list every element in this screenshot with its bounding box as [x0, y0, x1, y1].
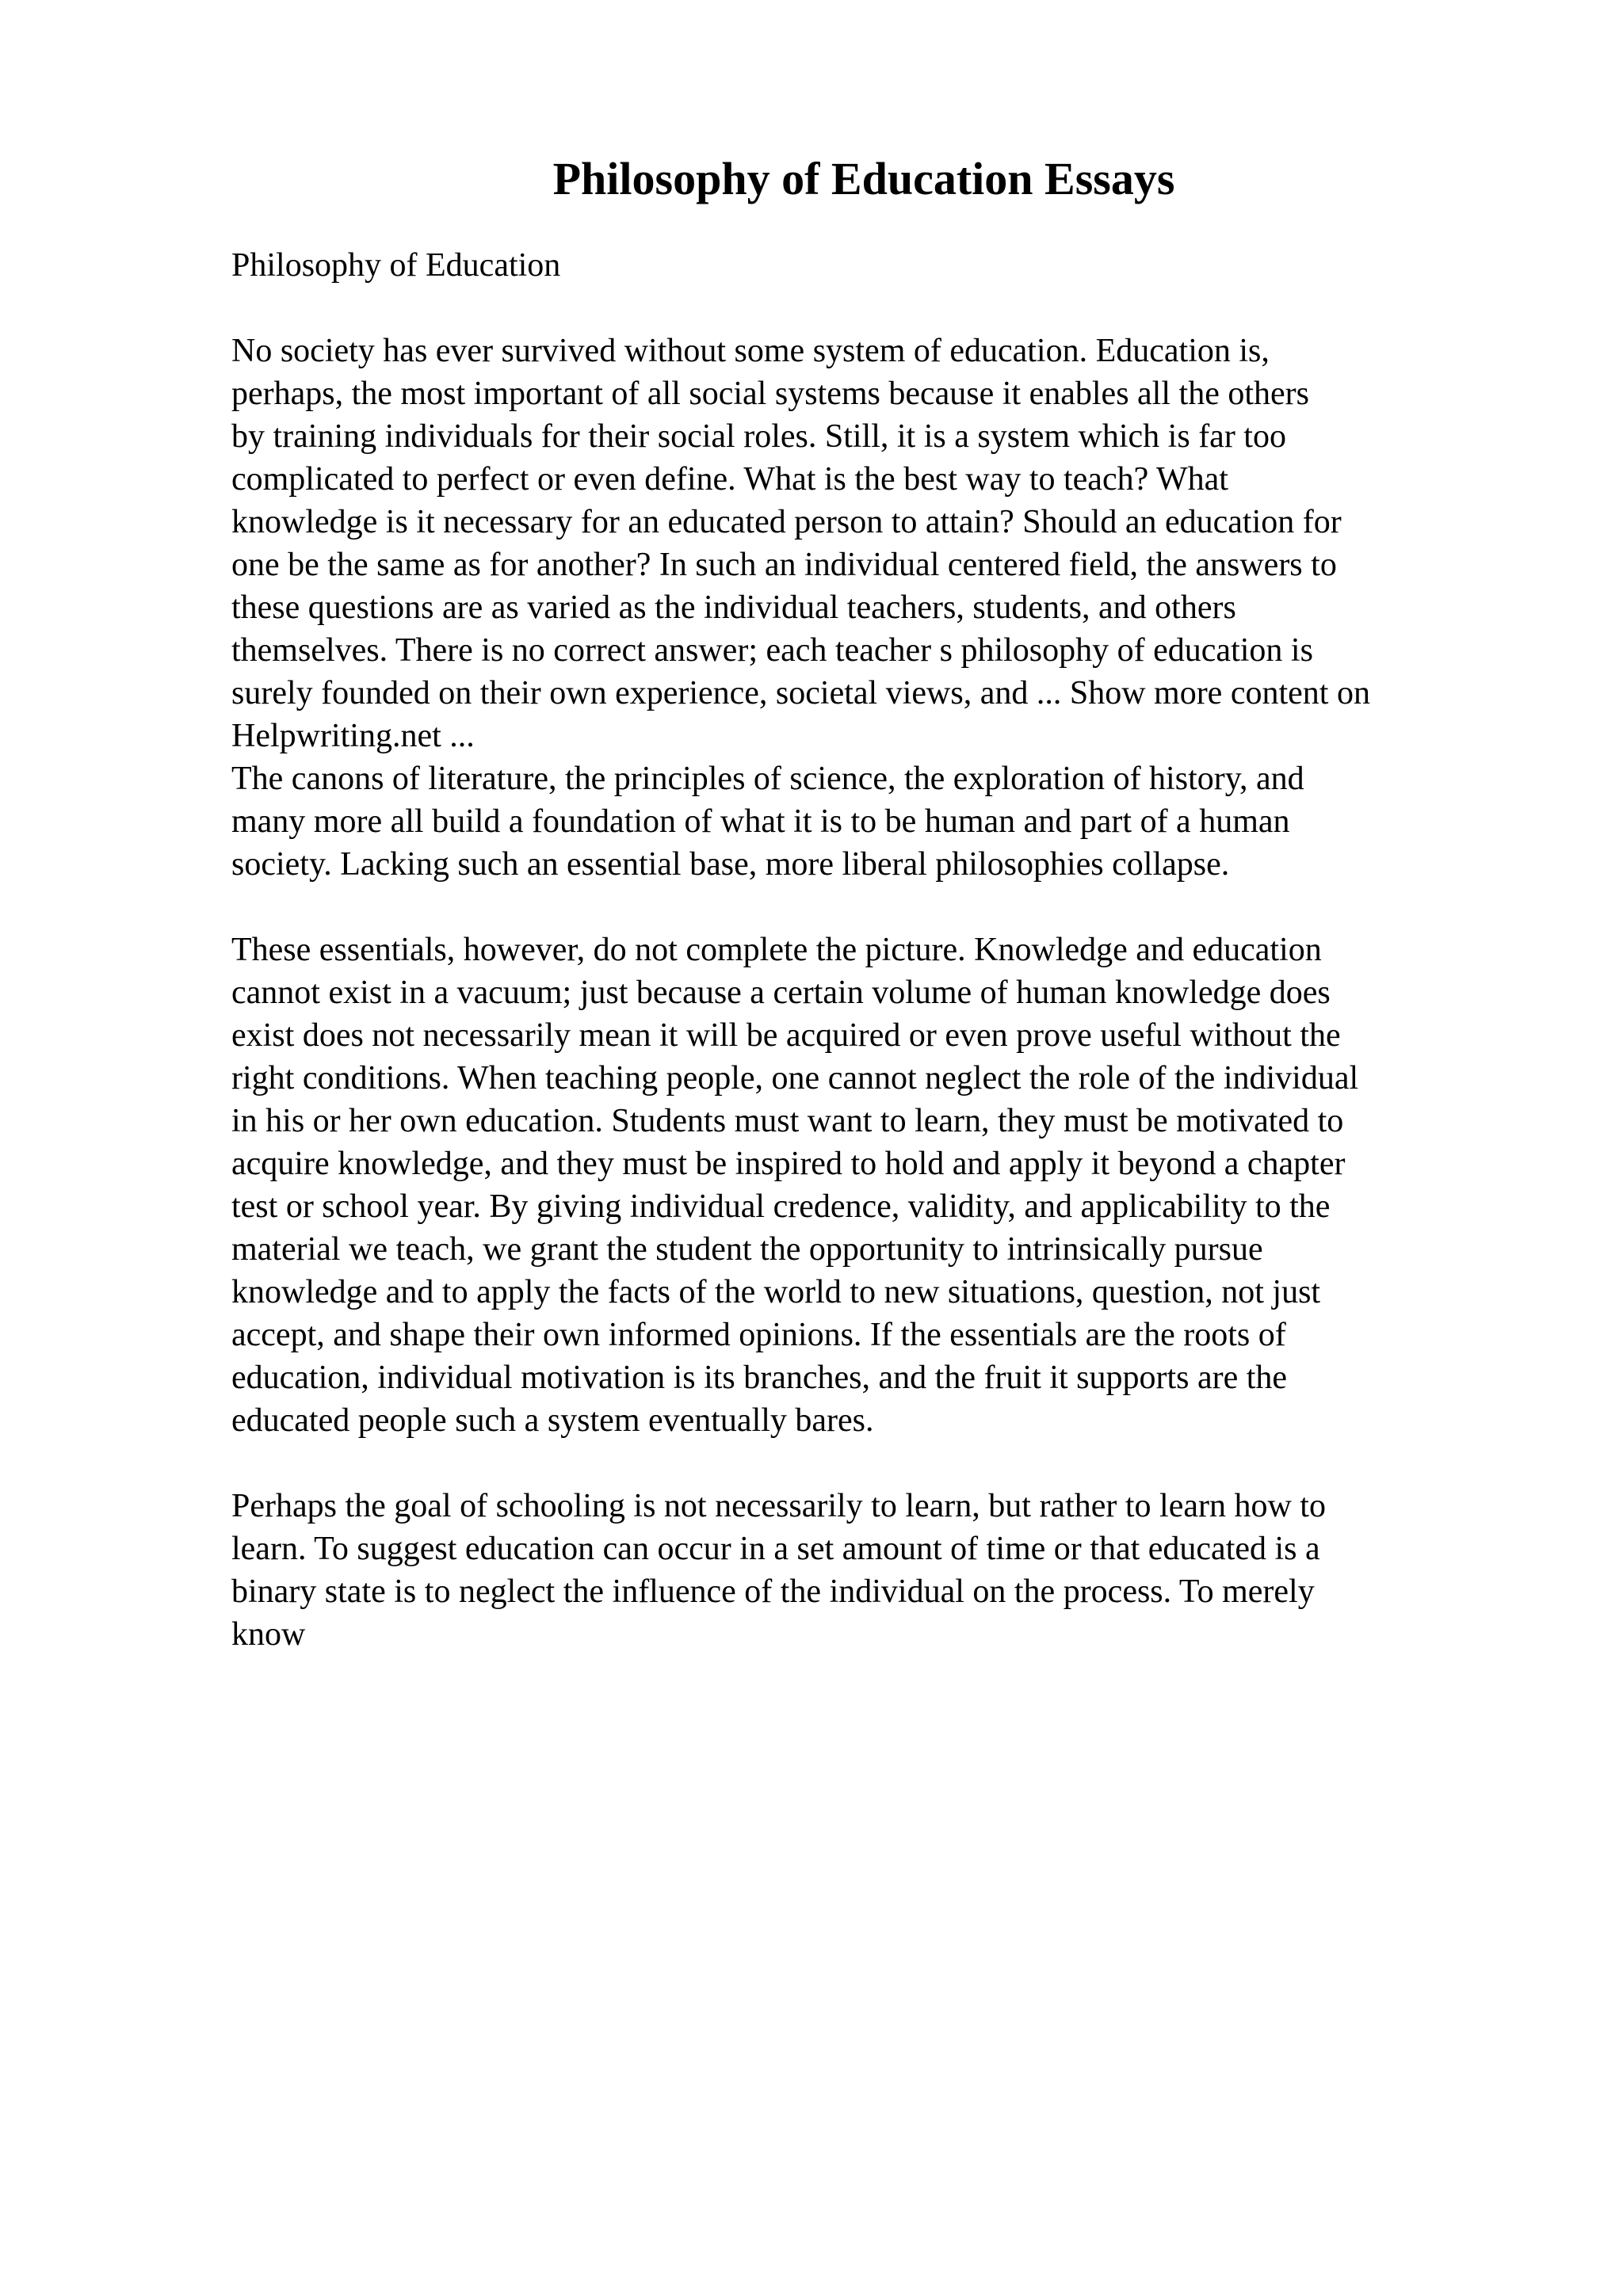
paragraph-line: cannot exist in a vacuum; just because a certain volume of human knowledge does: [231, 974, 1331, 1011]
paragraph-line: acquire knowledge, and they must be inspired to hold and apply it beyond a chapter: [231, 1146, 1346, 1182]
paragraph-line: by training individuals for their social roles. Still, it is a system which is far too: [231, 418, 1286, 455]
paragraph-line: right conditions. When teaching people, one cannot neglect the role of the individual: [231, 1060, 1359, 1097]
paragraph-line: Perhaps the goal of schooling is not necessarily to learn, but rather to learn how to: [231, 1488, 1326, 1524]
paragraph-line: complicated to perfect or even define. What is the best way to teach? What: [231, 461, 1228, 498]
paragraph-line: education, individual motivation is its branches, and the fruit it supports are the: [231, 1360, 1288, 1396]
paragraph-4: [231, 1485, 1594, 1656]
document-body: [231, 244, 1594, 1656]
paragraph-line: learn. To suggest education can occur in a set amount of time or that educated is a: [231, 1531, 1320, 1567]
paragraph-line: accept, and shape their own informed opinions. If the essentials are the roots of: [231, 1317, 1286, 1353]
paragraph-line: society. Lacking such an essential base, more liberal philosophies collapse.: [231, 846, 1230, 883]
paragraph-line: knowledge is it necessary for an educated person to attain? Should an education for: [231, 504, 1342, 540]
paragraph-2: [231, 757, 1594, 886]
paragraph-line: these questions are as varied as the individual teachers, students, and others: [231, 589, 1236, 626]
paragraph-line: Helpwriting.net ...: [231, 718, 475, 754]
paragraph-line: many more all build a foundation of what it is to be human and part of a human: [231, 803, 1290, 840]
document-subtitle: Philosophy of Education: [231, 247, 561, 284]
paragraph-line: The canons of literature, the principles of science, the exploration of history, and: [231, 761, 1304, 797]
paragraph-line: themselves. There is no correct answer; each teacher s philosophy of education is: [231, 632, 1313, 669]
paragraph-3: [231, 929, 1594, 1442]
paragraph-line: know: [231, 1616, 306, 1653]
paragraph-line: test or school year. By giving individual credence, validity, and applicability to the: [231, 1188, 1331, 1225]
paragraph-1: [231, 330, 1594, 757]
paragraph-line: one be the same as for another? In such an individual centered field, the answers to: [231, 547, 1337, 583]
paragraph-line: in his or her own education. Students must want to learn, they must be motivated to: [231, 1103, 1344, 1139]
paragraph-line: educated people such a system eventually bares.: [231, 1402, 874, 1439]
paragraph-line: perhaps, the most important of all social systems because it enables all the others: [231, 376, 1309, 412]
paragraph-line: knowledge and to apply the facts of the world to new situations, question, not just: [231, 1274, 1321, 1310]
paragraph-line: binary state is to neglect the influence of the individual on the process. To merely: [231, 1573, 1315, 1610]
paragraph-line: These essentials, however, do not complete the picture. Knowledge and education: [231, 932, 1322, 968]
document-title: Philosophy of Education Essays: [552, 153, 1175, 204]
paragraph-line: No society has ever survived without some system of education. Education is,: [231, 333, 1270, 369]
paragraph-line: surely founded on their own experience, societal views, and ... Show more content on: [231, 675, 1370, 711]
paragraph-line: material we teach, we grant the student the opportunity to intrinsically pursue: [231, 1231, 1263, 1268]
paragraph-line: exist does not necessarily mean it will be acquired or even prove useful without the: [231, 1017, 1341, 1054]
